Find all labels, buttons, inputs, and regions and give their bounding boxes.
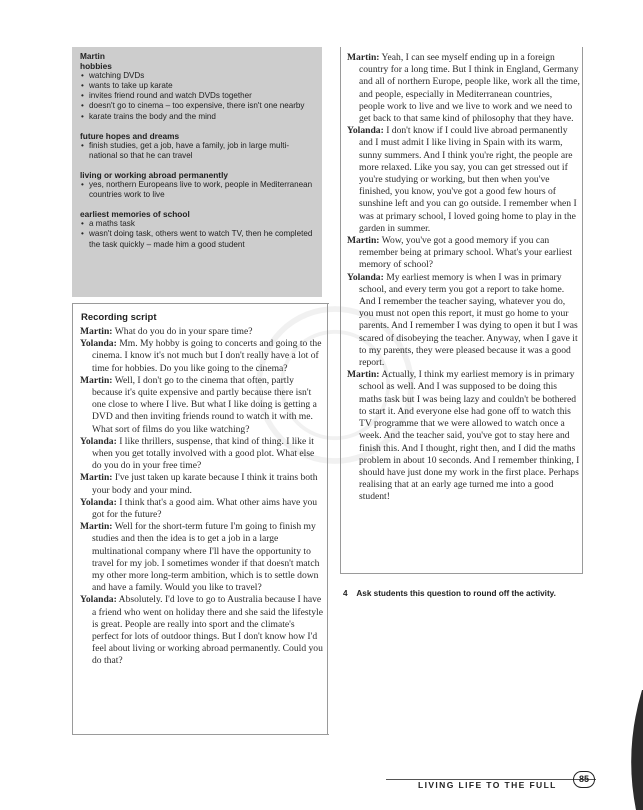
notes-list [80,141,314,161]
dialog-line [80,521,323,594]
list-item: • invites friend round and watch DVDs together [80,91,314,101]
speaker-name: Martin: [80,326,113,337]
script-dialog-right [347,52,580,504]
script-dialog-left [80,326,323,668]
dialog-line [347,369,580,503]
notes-section [80,170,314,200]
notes-section [80,209,314,249]
speaker-name: Martin: [80,521,113,533]
notes-heading: Martin [80,51,105,61]
dialog-line [80,436,323,473]
speaker-name: Yolanda: [80,338,117,350]
task-text: Ask students this question to round off the activity. [356,589,556,598]
task-number: 4 [343,589,348,598]
dialog-line [80,594,323,667]
dialog-line [347,125,580,235]
list-item: • wants to take up karate [80,81,314,91]
footer-title: LIVING LIFE TO THE FULL [418,780,557,790]
list-item: • doesn't go to cinema – too expensive, there isn't one nearby [80,101,314,111]
page-edge-decoration [612,690,643,810]
page-number: 85 [573,771,595,788]
script-title: Recording script [81,312,157,323]
dialog-text: Actually, I think my earliest memory is in primary school as well. And I was supposed to be doing this maths task but I was being lazy and couldn't be bothered to start it. And everyone else had gone off to watch this TV programme that we were allowed to watch once a week. And the teacher said, you've got to stay here and finish this. And I thought, right then, and I did the maths problem in about 10 seconds. And I remember thinking, I should have just done my work in the first place. Perhaps realising that at an early age turned me into a good student! [359,369,580,503]
dialog-line [347,272,580,370]
dialog-line [347,52,580,125]
dialog-line [347,235,580,272]
notes-list [80,219,314,249]
divider [327,303,328,735]
notes-subheading: hobbies [80,61,112,72]
list-item: • karate trains the body and the mind [80,112,314,122]
speaker-name: Yolanda: [347,271,384,283]
notes-list [80,71,314,121]
list-item: • finish studies, get a job, have a family, job in large multi-national so that he can travel [80,141,314,161]
dialog-text: I've just taken up karate because I think it trains both your body and your mind. [92,472,318,496]
speaker-name: Martin: [347,52,380,63]
dialog-line [80,472,323,496]
notes-heading: future hopes and dreams [80,130,180,141]
notes-section [80,131,314,161]
dialog-text: Well for the short-term future I'm going to finish my studies and then the idea is to get a job in a large multinational company where I'll have the opportunity to travel for my job. I sometimes wonder if that doesn't match my other more long-term ambition, which is to settle down and have a family. Would you like to travel? [92,521,320,594]
dialog-line [80,375,323,436]
speaker-name: Yolanda: [80,435,117,447]
speaker-name: Martin: [347,235,380,247]
dialog-text: What do you do in your spare time? [112,326,253,337]
speaker-name: Martin: [347,369,380,381]
notes-heading: living or working abroad permanently [80,169,228,180]
dialog-text: I like thrillers, suspense, that kind of thing. I like it when you get totally involved with a good plot. What else do you do in your free time? [92,435,315,472]
dialog-text: My earliest memory is when I was in primary school, and every term you got a report to take home. And I remember the teacher saying, whatever you do, you must not open this report, it must go home to your parents. And I remember I was dying to open it but I was scared of disobeying the teacher. Anyway, when I gave it to my parents, they were pleased because it was a good report. [359,271,578,369]
dialog-text: Well, I don't go to the cinema that often, partly because it's quite expensive and partly because there isn't one close to where I live. But what I like doing is getting a DVD and then inviting friends round to watch it with me. What sort of films do you like watching? [92,374,317,435]
notes-heading: earliest memories of school [80,209,190,220]
notes-list [80,180,314,200]
speaker-name: Martin: [80,472,113,484]
dialog-text: Wow, you've got a good memory if you can remember being at primary school. What's your earliest memory of school? [359,235,573,271]
list-item: • watching DVDs [80,71,314,81]
speaker-name: Yolanda: [347,125,384,137]
dialog-text: Absolutely. I'd love to go to Australia because I have a friend who went on holiday there and she said the lifestyle is great. People are really into sport and the climate's perfect for lots of outdoor things. But I don't know how I'd feel about living or working abroad permanently. Could you do that? [92,594,323,667]
dialog-text: Yeah, I can see myself ending up in a foreign country for a long time. But I think in England, Germany and all of northern Europe, people like, work all the time, and people, especially in Mediterranean countries, people work to live and we live to work and we need to get back to that same kind of philosophy that they have. [359,52,580,125]
speaker-name: Yolanda: [80,496,117,508]
dialog-text: Mm. My hobby is going to concerts and going to the cinema. I know it's not much but I don't really have a lot of time for hobbies. Do you like going to the cinema? [92,338,322,374]
dialog-text: I think that's a good aim. What other aims have you got for the future? [92,496,318,521]
notes-section [80,51,314,122]
dialog-line [80,338,323,375]
list-item: • yes, northern Europeans live to work, people in Mediterranean countries work to live [80,180,314,200]
dialog-line [80,326,323,338]
divider [73,303,329,304]
list-item: • wasn't doing task, others went to watch TV, then he completed the task quickly – made him a good student [80,229,314,249]
speaker-name: Martin: [80,374,113,386]
task-instruction [343,589,556,598]
speaker-name: Yolanda: [80,594,117,606]
dialog-text: I don't know if I could live abroad permanently and I must admit I like living in Spain with its warm, sunny summers. And I think you're right, the people are more relaxed. Like you say, you can get stressed out if you're studying or working, but then when you've finished, you know, you've got a good few hours of sunshine left and you can go outside. I remember when I was at primary school, I loved going home to play in the garden in summer. [359,125,577,234]
list-item: • a maths task [80,219,314,229]
divider [73,734,329,735]
dialog-line [80,497,323,521]
notes-box [72,47,322,297]
